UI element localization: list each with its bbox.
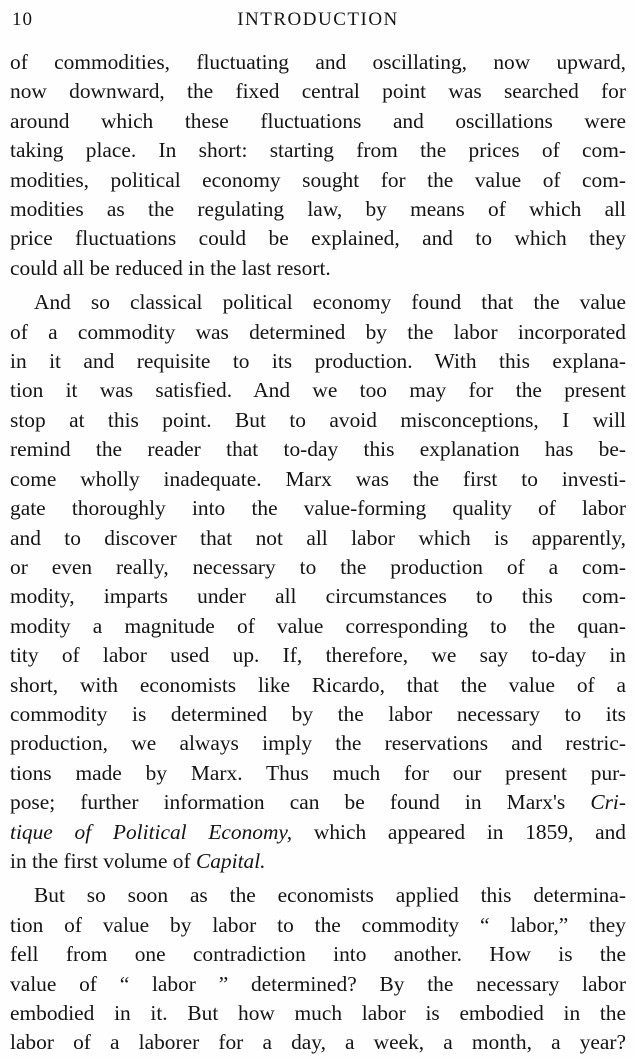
text-line: tion it was satisfied. And we too may for the present xyxy=(10,378,626,403)
text-line-with-italic xyxy=(10,818,626,847)
text-line: of commodities, fluctuating and oscillating, now upward, xyxy=(10,50,626,74)
text-line: could all be reduced in the last resort. xyxy=(10,255,331,280)
text-line: value of “ labor ” determined? By the necessary labor xyxy=(10,971,626,996)
italic-title-fragment: tique of Political Economy, xyxy=(10,819,293,844)
body-text xyxy=(10,48,626,1058)
text-line: taking place. In short: starting from the prices of com- xyxy=(10,138,626,163)
text-line: And so classical political economy found that the value xyxy=(34,290,626,315)
text-line: production, we always imply the reservations and restric- xyxy=(10,731,626,756)
text-fragment: in the first volume of xyxy=(10,848,191,873)
text-line: stop at this point. But to avoid misconceptions, I will xyxy=(10,407,626,432)
text-fragment: pose; further information can be found in Marx's xyxy=(10,790,566,815)
text-line: But so soon as the economists applied this determina- xyxy=(34,883,626,908)
text-line: fell from one contradiction into another. How is the xyxy=(10,942,626,967)
text-line: and to discover that not all labor which is apparently, xyxy=(10,525,626,550)
italic-title-fragment: Cri- xyxy=(590,790,626,815)
text-line: price fluctuations could be explained, and to which they xyxy=(10,226,626,251)
text-line: modity, imparts under all circumstances to this com- xyxy=(10,584,626,609)
text-line: embodied in it. But how much labor is embodied in the xyxy=(10,1001,626,1025)
text-line: tion of value by labor to the commodity “ labor,” they xyxy=(10,912,626,937)
text-line: tions made by Marx. Thus much for our present pur- xyxy=(10,760,626,785)
text-line: tity of labor used up. If, therefore, we say to-day in xyxy=(10,643,626,668)
text-line: or even really, necessary to the production of a com- xyxy=(10,554,626,579)
page-header xyxy=(10,6,626,48)
text-line: remind the reader that to-day this explanation has be- xyxy=(10,437,626,462)
text-line: in it and requisite to its production. With this explana- xyxy=(10,349,626,374)
text-line: modities as the regulating law, by means of which all xyxy=(10,197,626,222)
text-line: labor of a laborer for a day, a week, a month, a year? xyxy=(10,1030,626,1055)
text-line-with-italic xyxy=(10,847,626,876)
italic-title-fragment: Capital. xyxy=(195,848,266,873)
text-fragment: which appeared in 1859, and xyxy=(292,819,627,844)
text-line: now downward, the fixed central point was searched for xyxy=(10,79,626,104)
text-line: around which these fluctuations and oscillations were xyxy=(10,108,626,133)
text-line-with-italic xyxy=(10,788,626,817)
text-line: short, with economists like Ricardo, that the value of a xyxy=(10,672,626,697)
text-line: modity a magnitude of value corresponding to the quan- xyxy=(10,613,626,638)
text-line: commodity is determined by the labor necessary to its xyxy=(10,701,626,726)
text-line: come wholly inadequate. Marx was the first to investi- xyxy=(10,466,626,491)
paragraph-2 xyxy=(10,288,626,876)
text-line: modities, political economy sought for the value of com- xyxy=(10,167,626,192)
page-number: 10 xyxy=(12,9,33,30)
text-line: of a commodity was determined by the labor incorporated xyxy=(10,319,626,344)
running-head: INTRODUCTION xyxy=(237,9,399,30)
paragraph-1 xyxy=(10,48,626,283)
text-line: gate thoroughly into the value-forming quality of labor xyxy=(10,496,626,521)
paragraph-3 xyxy=(10,881,626,1057)
